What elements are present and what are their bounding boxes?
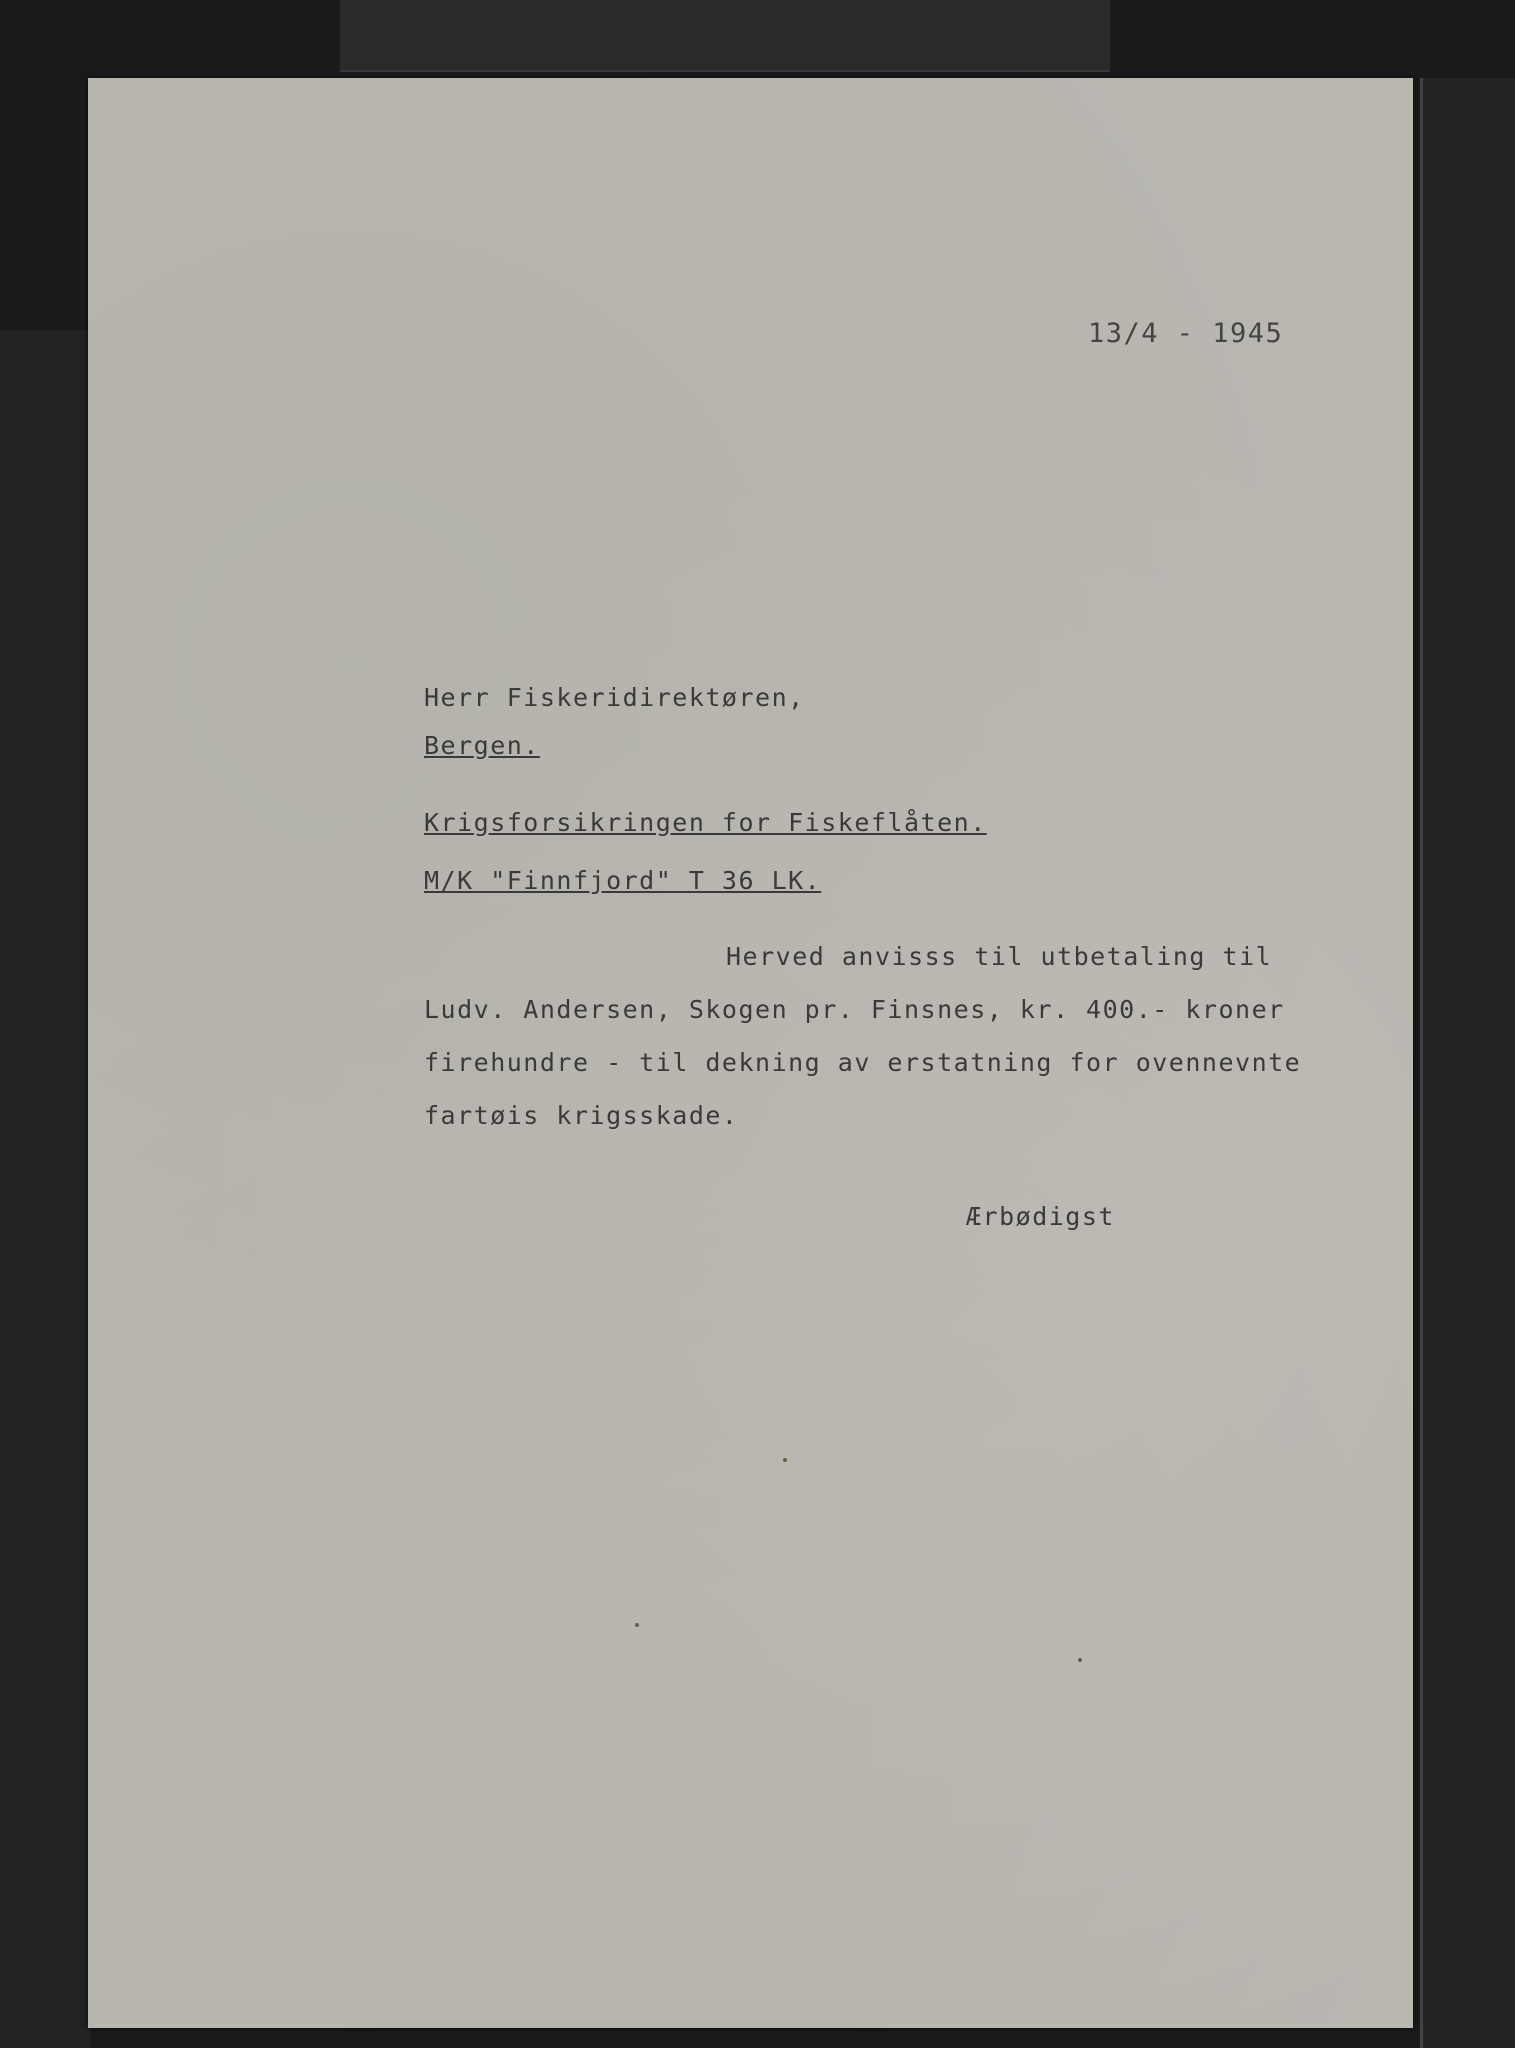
recipient-city: Bergen.: [424, 731, 540, 760]
paper-speck: [783, 1458, 787, 1462]
body-line-4: fartøis krigsskade.: [424, 1101, 739, 1130]
paper-speck: [635, 1623, 639, 1627]
archive-folder-right-edge: [1420, 78, 1515, 2048]
body-line-2: Ludv. Andersen, Skogen pr. Finsnes, kr. 400.- kroner: [424, 995, 1285, 1024]
subject-line-2: M/K "Finnfjord" T 36 LK.: [424, 866, 822, 895]
subject-line-1: Krigsforsikringen for Fiskeflåten.: [424, 808, 987, 837]
paper-speck: [1078, 1658, 1082, 1662]
body-line-1: Herved anvisss til utbetaling til: [726, 942, 1273, 971]
recipient-name: Herr Fiskeridirektøren,: [424, 683, 805, 712]
archive-folder-left-edge: [0, 330, 90, 2048]
letter-date: 13/4 - 1945: [1088, 318, 1284, 349]
letter-page: [88, 78, 1413, 2028]
closing-salutation: Ærbødigst: [966, 1202, 1115, 1231]
body-line-3: firehundre - til dekning av erstatning for ovennevnte: [424, 1048, 1302, 1077]
archive-folder-top-edge: [340, 0, 1110, 72]
